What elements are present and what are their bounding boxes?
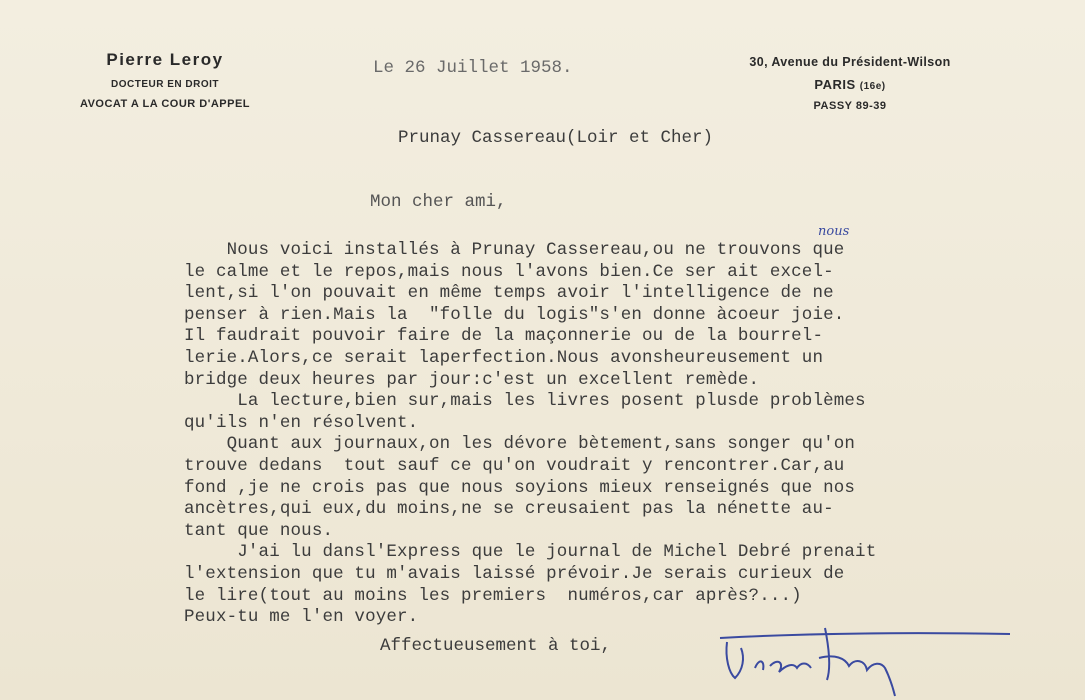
body-line: le lire(tout au moins les premiers numéros,car après?...) xyxy=(184,585,802,606)
body-line: Il faudrait pouvoir faire de la maçonnerie ou de la bourrel- xyxy=(184,326,824,347)
signature-mark xyxy=(715,618,1015,698)
letterhead-left xyxy=(40,50,290,110)
letter-salutation: Mon cher ami, xyxy=(370,192,507,212)
sender-address: 30, Avenue du Président-Wilson xyxy=(749,55,951,69)
letterhead-right xyxy=(700,55,1000,112)
body-line: fond ,je ne crois pas que nous soyions mieux renseignés que nos xyxy=(184,477,856,498)
sender-city: PARIS xyxy=(814,77,856,92)
body-line: Quant aux journaux,on les dévore bètement,sans songer qu'on xyxy=(184,434,856,455)
sender-city-line xyxy=(700,77,1000,92)
sender-name: Pierre Leroy xyxy=(106,50,224,69)
body-line: lerie.Alors,ce serait laperfection.Nous avonsheureusement un xyxy=(184,347,824,368)
sender-arrondissement: (16e) xyxy=(859,81,886,92)
body-line: trouve dedans tout sauf ce qu'on voudrait y rencontrer.Car,au xyxy=(184,455,845,476)
body-line: Nous voici installés à Prunay Cassereau,ou ne trouvons que xyxy=(184,240,845,260)
body-line: ancètres,qui eux,du moins,ne se creusaient pas la nénette au- xyxy=(184,499,834,520)
sender-phone: PASSY 89-39 xyxy=(813,100,887,112)
sender-title: DOCTEUR EN DROIT xyxy=(111,79,219,90)
body-line: qu'ils n'en résolvent. xyxy=(184,412,419,433)
body-line: le calme et le repos,mais nous l'avons bien.Ce ser ait excel- xyxy=(184,261,834,282)
letter-place: Prunay Cassereau(Loir et Cher) xyxy=(398,128,714,148)
letter-body xyxy=(184,240,876,629)
body-line: penser à rien.Mais la "folle du logis"s'en donne àcoeur joie. xyxy=(184,304,845,325)
sender-position: AVOCAT A LA COUR D'APPEL xyxy=(79,98,251,110)
letter-date: Le 26 Juillet 1958. xyxy=(373,58,573,78)
body-line: lent,si l'on pouvait en même temps avoir l'intelligence de ne xyxy=(184,283,834,304)
handwritten-insertion: nous xyxy=(818,224,850,239)
body-line: tant que nous. xyxy=(184,520,334,541)
body-line: Peux-tu me l'en voyer. xyxy=(184,607,419,628)
letter-closing: Affectueusement à toi, xyxy=(380,636,612,656)
body-line: l'extension que tu m'avais laissé prévoir.Je serais curieux de xyxy=(184,563,845,584)
body-line: J'ai lu dansl'Express que le journal de Michel Debré prenait xyxy=(184,542,877,563)
body-line: La lecture,bien sur,mais les livres posent plusde problèmes xyxy=(184,391,866,412)
body-line: bridge deux heures par jour:c'est un excellent remède. xyxy=(184,369,760,390)
